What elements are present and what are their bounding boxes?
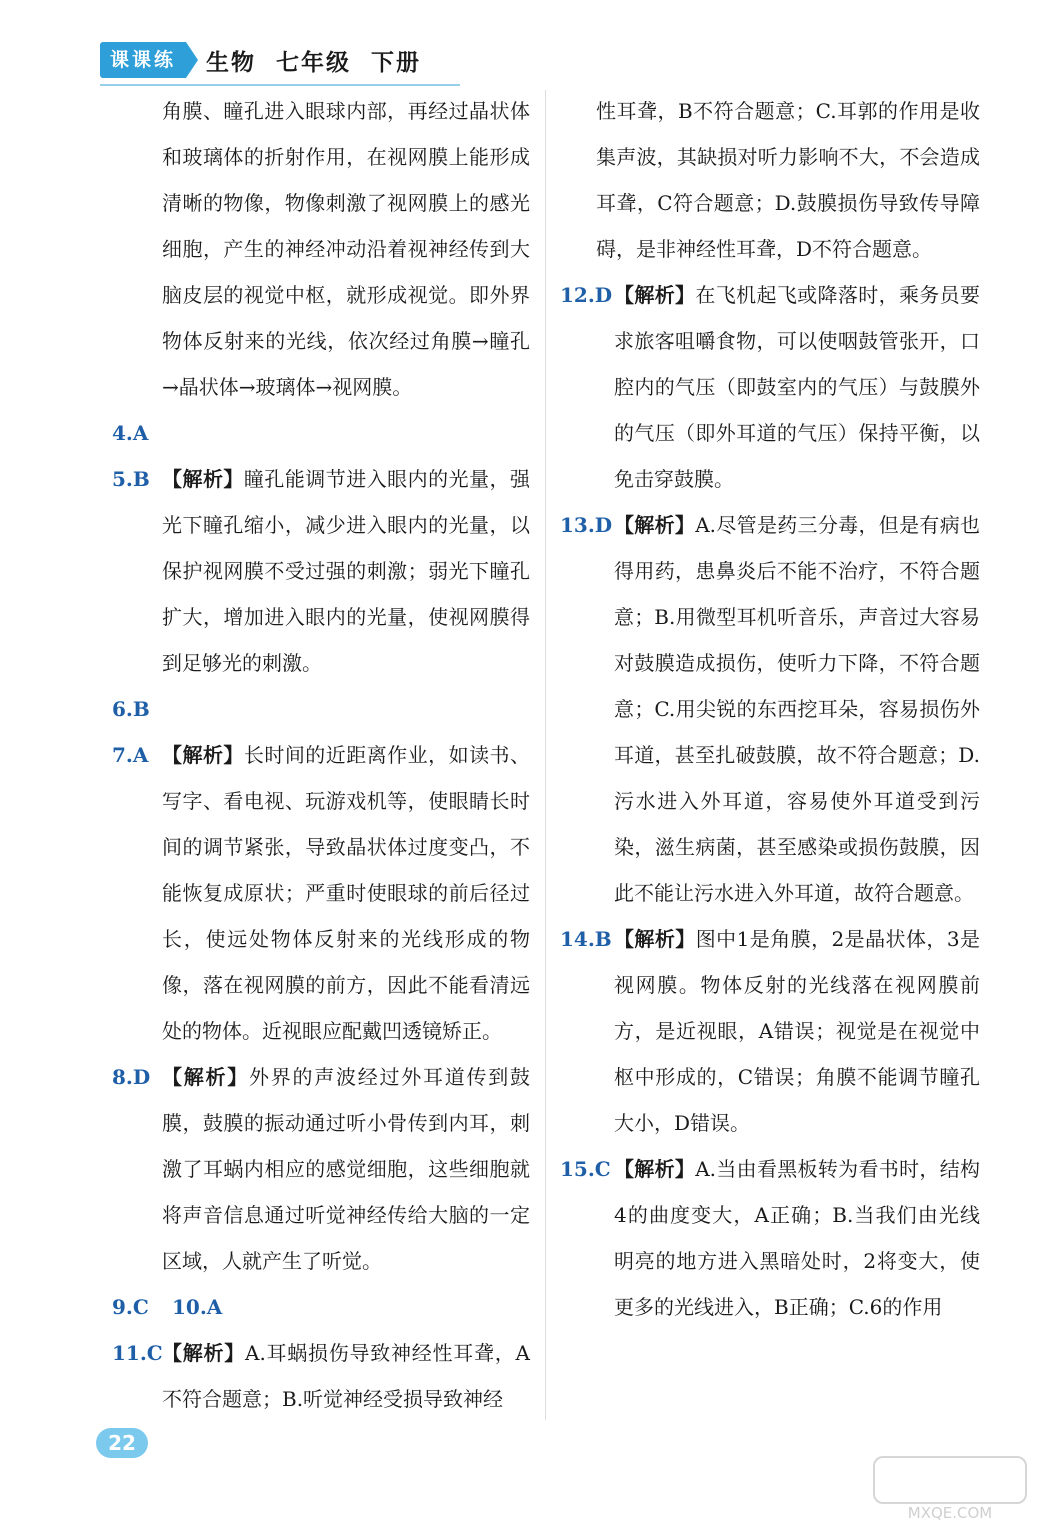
answer-item [112,686,530,732]
answer-number: 5.B [112,467,150,491]
analysis-tag: 【解析】 [614,513,696,537]
answer-item [112,410,530,456]
answer-text: A.耳蜗损伤导致神经性耳聋，A不符合题意；B.听觉神经受损导致神经 [162,1341,530,1411]
column-divider [545,90,546,1420]
analysis-tag: 【解析】 [162,743,244,767]
answer-text: 在飞机起飞或降落时，乘务员要求旅客咀嚼食物，可以使咽鼓管张开，口腔内的气压（即鼓室内的气压）与鼓膜外的气压（即外耳道的气压）保持平衡，以免击穿鼓膜。 [614,283,981,491]
analysis-tag: 【解析】 [614,927,696,951]
book-title: 生物 七年级 下册 [206,49,422,76]
analysis-tag: 【解析】 [162,1065,249,1089]
answer-text: 瞳孔能调节进入眼内的光量，强光下瞳孔缩小，减少进入眼内的光量，以保护视网膜不受过强的刺激；弱光下瞳孔扩大，增加进入眼内的光量，使视网膜得到足够光的刺激。 [162,467,531,675]
answer-text: A.当由看黑板转为看书时，结构4的曲度变大，A正确；B.当我们由光线明亮的地方进入黑暗处时，2将变大，使更多的光线进入，B正确；C.6的作用 [614,1157,981,1319]
answer-number: 11.C [112,1341,163,1365]
brand-label: 课课练 [100,42,186,78]
answer-text: 性耳聋，B不符合题意；C.耳郭的作用是收集声波，其缺损对听力影响不大，不会造成耳聋，C符合题意；D.鼓膜损伤导致传导障碍，是非神经性耳聋，D不符合题意。 [596,99,980,261]
answer-item [112,1054,530,1284]
answer-number: 4.A [112,421,149,445]
analysis-tag: 【解析】 [162,1341,245,1365]
answer-item [112,1284,530,1330]
right-column [560,88,980,1330]
answer-item [560,272,980,502]
answer-text: 长时间的近距离作业，如读书、写字、看电视、玩游戏机等，使眼睛长时间的调节紧张，导致晶状体过度变凸，不能恢复成原状；严重时使眼球的前后径过长，使远处物体反射来的光线形成的物像，落在视网膜的前方，因此不能看清远处的物体。近视眼应配戴凹透镜矫正。 [162,743,531,1043]
analysis-tag: 【解析】 [614,1157,696,1181]
answer-item [560,916,980,1146]
answer-item [112,732,530,1054]
answer-text: 外界的声波经过外耳道传到鼓膜，鼓膜的振动通过听小骨传到内耳，刺激了耳蜗内相应的感觉细胞，这些细胞就将声音信息通过听觉神经传给大脑的一定区域，人就产生了听觉。 [162,1065,530,1273]
watermark-icon [873,1456,1027,1504]
analysis-tag: 【解析】 [614,283,696,307]
answer-number: 7.A [112,743,149,767]
answer-number: 8.D [112,1065,151,1089]
answer-number: 13.D [560,513,613,537]
answer-number: 6.B [112,697,150,721]
header-underline [100,84,460,86]
answer-number: 10.A [172,1295,223,1319]
page-header [100,38,421,82]
answer-item [112,1330,530,1422]
watermark-logo [870,1456,1030,1526]
page-number-badge: 22 [96,1428,148,1458]
answer-text: 角膜、瞳孔进入眼球内部，再经过晶状体和玻璃体的折射作用，在视网膜上能形成清晰的物像，物像刺激了视网膜上的感光细胞，产生的神经冲动沿着视神经传到大脑皮层的视觉中枢，就形成视觉。即外界物体反射来的光线，依次经过角膜→瞳孔→晶状体→玻璃体→视网膜。 [162,99,530,399]
answer-item [560,1146,980,1330]
watermark-text: MXQE.COM [907,1504,993,1522]
answer-text: A.尽管是药三分毒，但是有病也得用药，患鼻炎后不能不治疗，不符合题意；B.用微型耳机听音乐，声音过大容易对鼓膜造成损伤，使听力下降，不符合题意；C.用尖锐的东西挖耳朵，容易损伤外耳道，甚至扎破鼓膜，故不符合题意；D.污水进入外耳道，容易使外耳道受到污染，滋生病菌，甚至感染或损伤鼓膜，因此不能让污水进入外耳道，故符合题意。 [614,513,981,905]
left-column [112,88,530,1422]
answer-text: 图中1是角膜，2是晶状体，3是视网膜。物体反射的光线落在视网膜前方，是近视眼，A错误；视觉是在视觉中枢中形成的，C错误；角膜不能调节瞳孔大小，D错误。 [614,927,981,1135]
answer-number: 9.C [112,1295,149,1319]
answer-item [560,502,980,916]
answer-number: 15.C [560,1157,611,1181]
answer-number: 14.B [560,927,612,951]
answer-item [112,456,530,686]
analysis-tag: 【解析】 [162,467,244,491]
brand-notch [186,42,198,78]
answer-continuation [112,88,530,410]
answer-number: 12.D [560,283,613,307]
answer-continuation [560,88,980,272]
